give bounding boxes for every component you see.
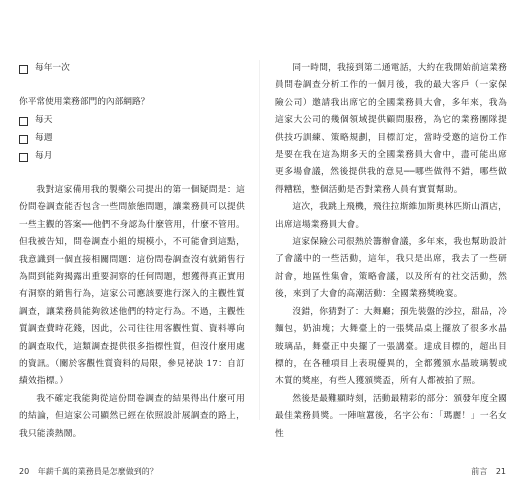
page-number: 21 [495, 467, 506, 476]
checkbox-icon [19, 65, 28, 74]
survey-option-label: 每月 [35, 151, 53, 162]
checkbox-icon [19, 117, 28, 126]
survey-question: 你平常使用業務部門的內部網路？ [19, 97, 150, 107]
running-title: 前言 [471, 467, 488, 476]
running-title: 年薪千萬的業務員是怎麼做到的？ [37, 467, 158, 476]
right-page [260, 0, 520, 500]
survey-option-label: 每天 [35, 115, 53, 126]
body-paragraph: 同一時間，我接到第二通電話，大約在我開始前這業務員問卷調查分析工作的一個月後，我的最大客戶（一家保險公司）邀請我出席它的全國業務員大會，多年來，我為這家大公司的幾個領域提供顧問服務，為它的業務團隊提供技巧訓練、策略規劃，目標訂定，當時受邀的這份工作是要在我在這為期多天的全國業務員大會中，盡可能出席更多場會議，然後提供我的意見──哪些做得不錯，哪些做得糟糕，整個活動是否對業務人員有實質幫助。 [275, 63, 507, 195]
right-page-footer [471, 466, 506, 477]
checkbox-icon [19, 135, 28, 144]
right-page-body [275, 60, 507, 443]
left-page-footer [19, 466, 158, 477]
body-paragraph: 這次，我跳上飛機，飛往拉斯維加斯奧林匹斯山酒店，出席這場業務員大會。 [275, 202, 507, 230]
body-paragraph: 這家保險公司很熱於籌辦會議，多年來，我也幫助設計了會議中的一些活動，這年，我只是出席，我去了一些研討會，地區性集會，策略會議，以及所有的社交活動，然後，來到了大會的高潮活動：全國業務獎晚宴。 [275, 237, 507, 300]
page-number: 20 [19, 467, 30, 476]
survey-option [19, 112, 245, 130]
body-paragraph: 然後是最難顯時刻，活動最精彩的部分：頒發年度全國最佳業務員獎。一陣喧囂後，名字公布：「瑪麗！」一名女性 [275, 393, 507, 439]
survey-option [19, 148, 245, 166]
body-paragraph: 我對這家備用我的製藥公司提出的第一個疑問是：這份問卷調查能否包含一些問旅態問題，讓業務員可以提供一些主觀的答案──他們不身認為什麼管用，什麼不管用。但我被告知，問卷調查小組的規模小，不可能會到這點，我意識到一個直接相關問題：這份問卷調查沒有就銷售行為問到能夠揭露出重要洞察的任何問題，想獲得真正實用有洞察的銷售行為，這家公司應該要進行深入的主觀性質調查，讓業務員能夠敘述他們的特定行為。不過，主觀性質調查費時花錢，因此，公司往往用客觀性質、資料導向的調查取代，這類調查提供很多指標性質，但沒什麼用處的資訊。（關於客觀性質資料的局限，參見祕訣 17：自訂績效指標。） [19, 185, 245, 387]
body-paragraph: 我不確定我能夠從這份問卷調查的結果得出什麼可用的結論，但這家公司顯然已經在依照設計展調查的路上，我只能湊熱鬧。 [19, 393, 245, 439]
survey-option [19, 60, 245, 78]
survey-option [19, 130, 245, 148]
checkbox-icon [19, 153, 28, 162]
body-paragraph: 沒錯，你猜對了：大舞廳；預先裝盤的沙拉，甜品，冷麵包，奶油塊；大舞臺上的一張獎品桌上擺放了很多水晶玻璃品，舞臺正中央擺了一張講臺。達成目標的，超出目標的，在各種項目上表現優異的，全都獲頒水晶玻璃製或木質的獎座，有些人獲頒獎盃，所有人都被拍了照。 [275, 306, 507, 387]
survey-option-label: 每週 [35, 133, 53, 144]
left-page-body [19, 60, 245, 443]
survey-option-label: 每年一次 [35, 63, 70, 74]
